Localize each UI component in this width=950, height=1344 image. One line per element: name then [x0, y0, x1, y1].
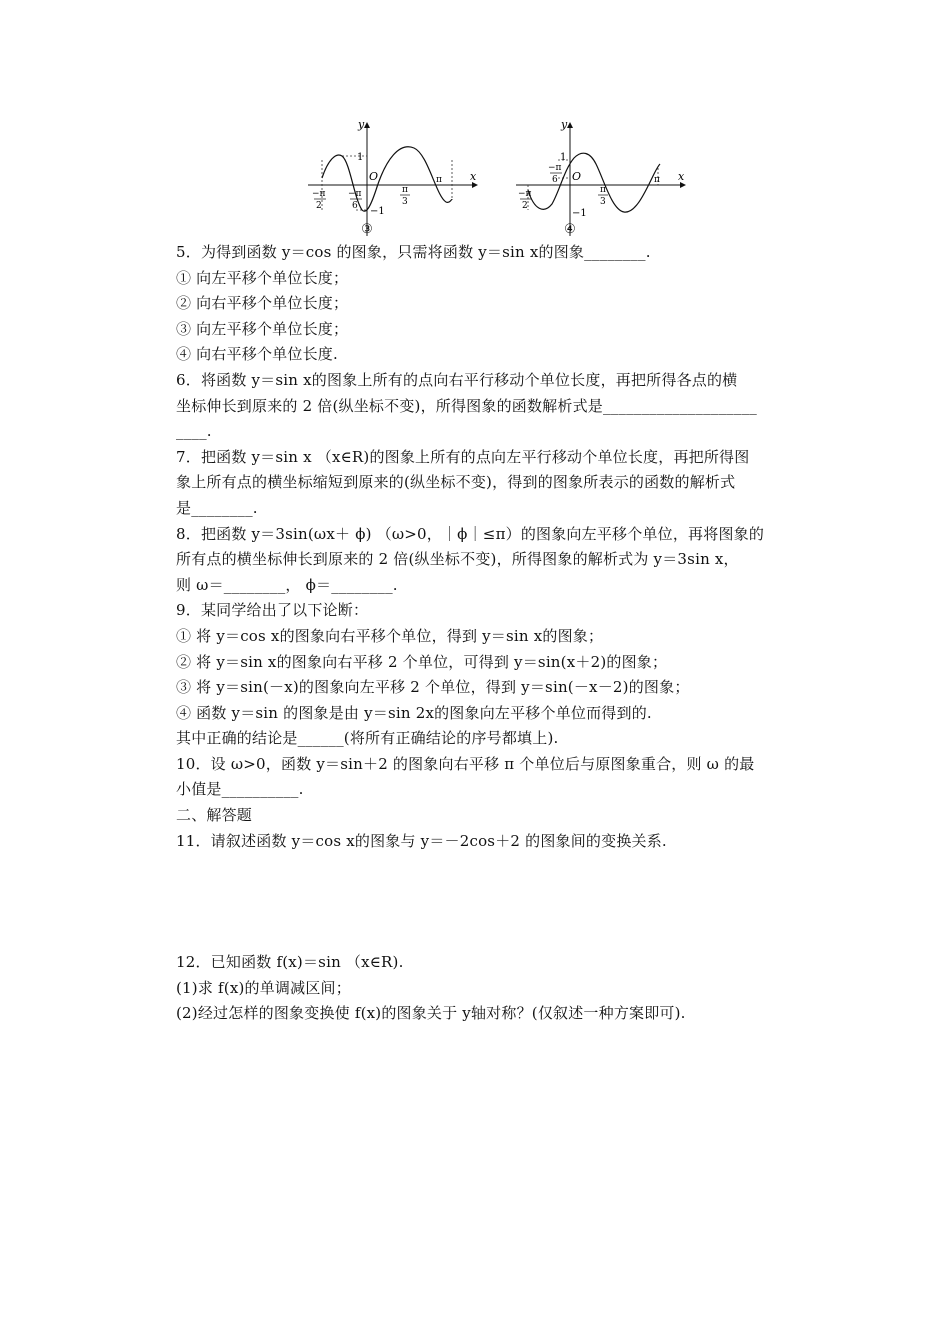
- tick-neg-pi-6-den: 6: [352, 201, 358, 211]
- tick-neg1: −1: [572, 208, 587, 219]
- q9-stem: 9．某同学给出了以下论断：: [176, 601, 369, 620]
- q8-line-3: 则 ω＝________， ϕ＝________.: [176, 575, 398, 594]
- tick-neg1: −1: [370, 206, 385, 217]
- figures-row: [300, 118, 700, 240]
- q7-line-1: 7．把函数 y＝sin x （x∈R)的图象上所有的点向左平行移动个单位长度，再把所得图: [176, 447, 750, 466]
- tick-neg-pi-2-den: 2: [522, 201, 528, 211]
- q5-option-2: ② 向右平移个单位长度；: [176, 294, 349, 313]
- q9-item-2: ② 将 y＝sin x的图象向右平移 2 个单位，可得到 y＝sin(x＋2)的图象；: [176, 652, 668, 671]
- q12-part-2: (2)经过怎样的图象变换使 f(x)的图象关于 y轴对称？(仅叙述一种方案即可).: [176, 1004, 686, 1023]
- curve-3: [322, 147, 452, 211]
- q12-stem: 12．已知函数 f(x)＝sin （x∈R).: [176, 953, 404, 972]
- origin-label: O: [369, 170, 379, 183]
- graph-figure-4: [508, 118, 688, 240]
- q5-option-3: ③ 向左平移个单位长度；: [176, 319, 349, 338]
- q6-line-2: 坐标伸长到原来的 2 倍(纵坐标不变)，所得图象的函数解析式是____________________: [176, 396, 757, 415]
- figure-label-3: ③: [361, 222, 373, 237]
- question-text: [176, 240, 816, 1027]
- q5-option-4: ④ 向右平移个单位长度.: [176, 345, 338, 364]
- q5-option-1: ① 向左平移个单位长度；: [176, 268, 349, 287]
- x-label: x: [678, 170, 685, 183]
- tick-neg-pi-2-num: −π: [518, 189, 532, 199]
- graph-4-svg: [508, 118, 688, 240]
- q10-line-2: 小值是__________.: [176, 780, 304, 799]
- y-arrow: [364, 122, 370, 128]
- q9-answer: 其中正确的结论是______(将所有正确结论的序号都填上).: [176, 729, 559, 748]
- q6-line-3: ____.: [176, 422, 212, 441]
- q8-line-1: 8．把函数 y＝3sin(ωx＋ ϕ) （ω>0，｜ϕ｜≤π）的图象向左平移个单位，再将图象的: [176, 524, 765, 543]
- graph-figure-3: [300, 118, 480, 240]
- answer-space: [176, 854, 816, 950]
- figure-label-4: ④: [564, 222, 576, 237]
- tick-neg-pi-6-den: 6: [552, 175, 558, 185]
- origin-label: O: [572, 170, 582, 183]
- tick-neg-pi-2-num: −π: [312, 189, 326, 199]
- q12-part-1: (1)求 f(x)的单调减区间；: [176, 978, 351, 997]
- q6-line-1: 6．将函数 y＝sin x的图象上所有的点向右平行移动个单位长度，再把所得各点的横: [176, 370, 738, 389]
- q9-item-4: ④ 函数 y＝sin 的图象是由 y＝sin 2x的图象向左平移个单位而得到的.: [176, 703, 652, 722]
- tick-pi-3-den: 3: [402, 197, 408, 207]
- tick-1: 1: [560, 152, 567, 163]
- q7-line-3: 是________.: [176, 498, 258, 517]
- tick-pi: π: [436, 175, 442, 185]
- tick-1: 1: [357, 152, 364, 163]
- q7-line-2: 象上所有点的横坐标缩短到原来的(纵坐标不变)，得到的图象所表示的函数的解析式: [176, 473, 736, 492]
- tick-neg-pi-6-num: −π: [348, 189, 362, 199]
- y-arrow: [567, 122, 573, 128]
- y-label: y: [358, 118, 365, 131]
- tick-pi-3-num: π: [402, 185, 408, 195]
- x-label: x: [470, 170, 477, 183]
- graph-3-svg: [300, 118, 480, 240]
- tick-pi-3-num: π: [600, 185, 606, 195]
- tick-neg-pi-2-den: 2: [316, 201, 322, 211]
- q9-item-1: ① 将 y＝cos x的图象向右平移个单位，得到 y＝sin x的图象；: [176, 626, 604, 645]
- y-label: y: [561, 118, 568, 131]
- tick-neg-pi-6-num: −π: [548, 163, 562, 173]
- q11-line-1: 11．请叙述函数 y＝cos x的图象与 y＝－2cos＋2 的图象间的变换关系.: [176, 831, 667, 850]
- q5-stem: 5．为得到函数 y＝cos 的图象，只需将函数 y＝sin x的图象________.: [176, 243, 651, 261]
- tick-pi-3-den: 3: [600, 197, 606, 207]
- section-heading: 二、解答题: [176, 806, 253, 825]
- q8-line-2: 所有点的横坐标伸长到原来的 2 倍(纵坐标不变)，所得图象的解析式为 y＝3sin x，: [176, 550, 739, 569]
- tick-pi: π: [654, 175, 660, 185]
- q10-line-1: 10．设 ω>0，函数 y＝sin＋2 的图象向右平移 π 个单位后与原图象重合，则 ω 的最: [176, 754, 755, 773]
- q9-item-3: ③ 将 y＝sin(－x)的图象向左平移 2 个单位，得到 y＝sin(－x－2)的图象；: [176, 678, 690, 697]
